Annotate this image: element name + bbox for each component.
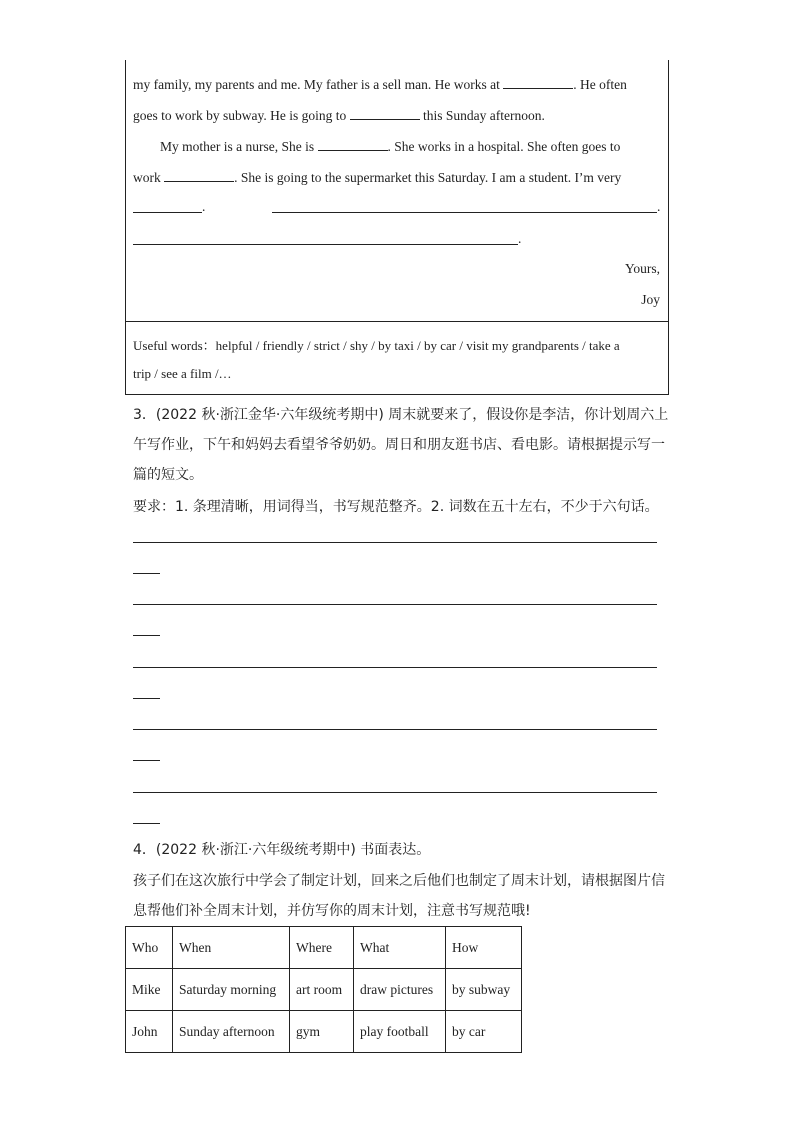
q3-prompt-line-1: 3．(2022 秋·浙江金华·六年级统考期中) 周末就要来了，假设你是李洁，你计划周六上: [133, 407, 669, 423]
answer-blank[interactable]: [350, 106, 420, 120]
table-row: [126, 969, 522, 1011]
writing-line[interactable]: [133, 604, 657, 605]
letter-signature: Joy: [641, 292, 660, 307]
writing-line-end[interactable]: [133, 698, 160, 699]
letter-text: work: [133, 170, 161, 185]
writing-line-end[interactable]: [133, 573, 160, 574]
letter-text: my family, my parents and me. My father is a sell man. He works at: [133, 77, 500, 92]
letter-text: My mother is a nurse, She is: [160, 139, 315, 154]
cell-how: by car: [446, 1011, 522, 1053]
answer-blank[interactable]: [503, 75, 573, 89]
useful-words-box: [125, 321, 669, 395]
writing-line-end[interactable]: [133, 760, 160, 761]
cell-what: draw pictures: [354, 969, 446, 1011]
letter-text: this Sunday afternoon.: [422, 108, 545, 123]
q4-prompt-line-3: 息帮他们补全周末计划，并仿写你的周末计划，注意书写规范哦!: [133, 903, 531, 919]
letter-closing: Yours,: [624, 261, 660, 276]
writing-line-end[interactable]: [133, 635, 160, 636]
answer-blank[interactable]: [318, 137, 388, 151]
letter-text: . He often: [573, 77, 627, 92]
letter-dot: .: [657, 199, 661, 214]
useful-words-line-1: Useful words：helpful / friendly / strict / shy / by taxi / by car / visit my grandparents / take a: [133, 338, 620, 353]
header-where: Where: [290, 927, 354, 969]
answer-line[interactable]: [133, 212, 202, 213]
letter-line-2: [133, 106, 545, 124]
header-when: When: [173, 927, 290, 969]
writing-line[interactable]: [133, 542, 657, 543]
letter-dot: .: [518, 231, 522, 246]
writing-line[interactable]: [133, 667, 657, 668]
cell-who: John: [126, 1011, 173, 1053]
letter-text: . She works in a hospital. She often goes to: [387, 139, 621, 154]
header-who: Who: [126, 927, 173, 969]
q4-prompt-line-2: 孩子们在这次旅行中学会了制定计划，回来之后他们也制定了周末计划，请根据图片信: [133, 873, 665, 889]
header-how: How: [446, 927, 522, 969]
cell-when: Sunday afternoon: [173, 1011, 290, 1053]
q4-prompt-line-1: 4．(2022 秋·浙江·六年级统考期中) 书面表达。: [133, 842, 431, 858]
cell-who: Mike: [126, 969, 173, 1011]
table-row: [126, 1011, 522, 1053]
cell-what: play football: [354, 1011, 446, 1053]
answer-blank[interactable]: [164, 168, 234, 182]
weekend-plan-table: [125, 926, 522, 1053]
cell-where: art room: [290, 969, 354, 1011]
letter-text: . She is going to the supermarket this Saturday. I am a student. I’m very: [234, 170, 622, 185]
letter-line-3: [160, 137, 620, 155]
letter-line-4: [133, 168, 621, 186]
cell-where: gym: [290, 1011, 354, 1053]
letter-text: goes to work by subway. He is going to: [133, 108, 347, 123]
answer-line[interactable]: [272, 212, 657, 213]
q3-requirement: 要求：1. 条理清晰，用词得当，书写规范整齐。2. 词数在五十左右，不少于六句话。: [133, 499, 659, 515]
letter-box: [125, 60, 669, 322]
table-header-row: [126, 927, 522, 969]
writing-line[interactable]: [133, 729, 657, 730]
writing-line[interactable]: [133, 792, 657, 793]
cell-how: by subway: [446, 969, 522, 1011]
letter-line-1: [133, 75, 627, 93]
answer-line[interactable]: [133, 244, 518, 245]
q3-prompt-line-2: 午写作业，下午和妈妈去看望爷爷奶奶。周日和朋友逛书店、看电影。请根据提示写一: [133, 437, 665, 453]
q3-prompt-line-3: 篇的短文。: [133, 467, 203, 483]
header-what: What: [354, 927, 446, 969]
cell-when: Saturday morning: [173, 969, 290, 1011]
writing-line-end[interactable]: [133, 823, 160, 824]
letter-dot: .: [202, 199, 206, 214]
useful-words-line-2: trip / see a film /…: [133, 366, 232, 381]
